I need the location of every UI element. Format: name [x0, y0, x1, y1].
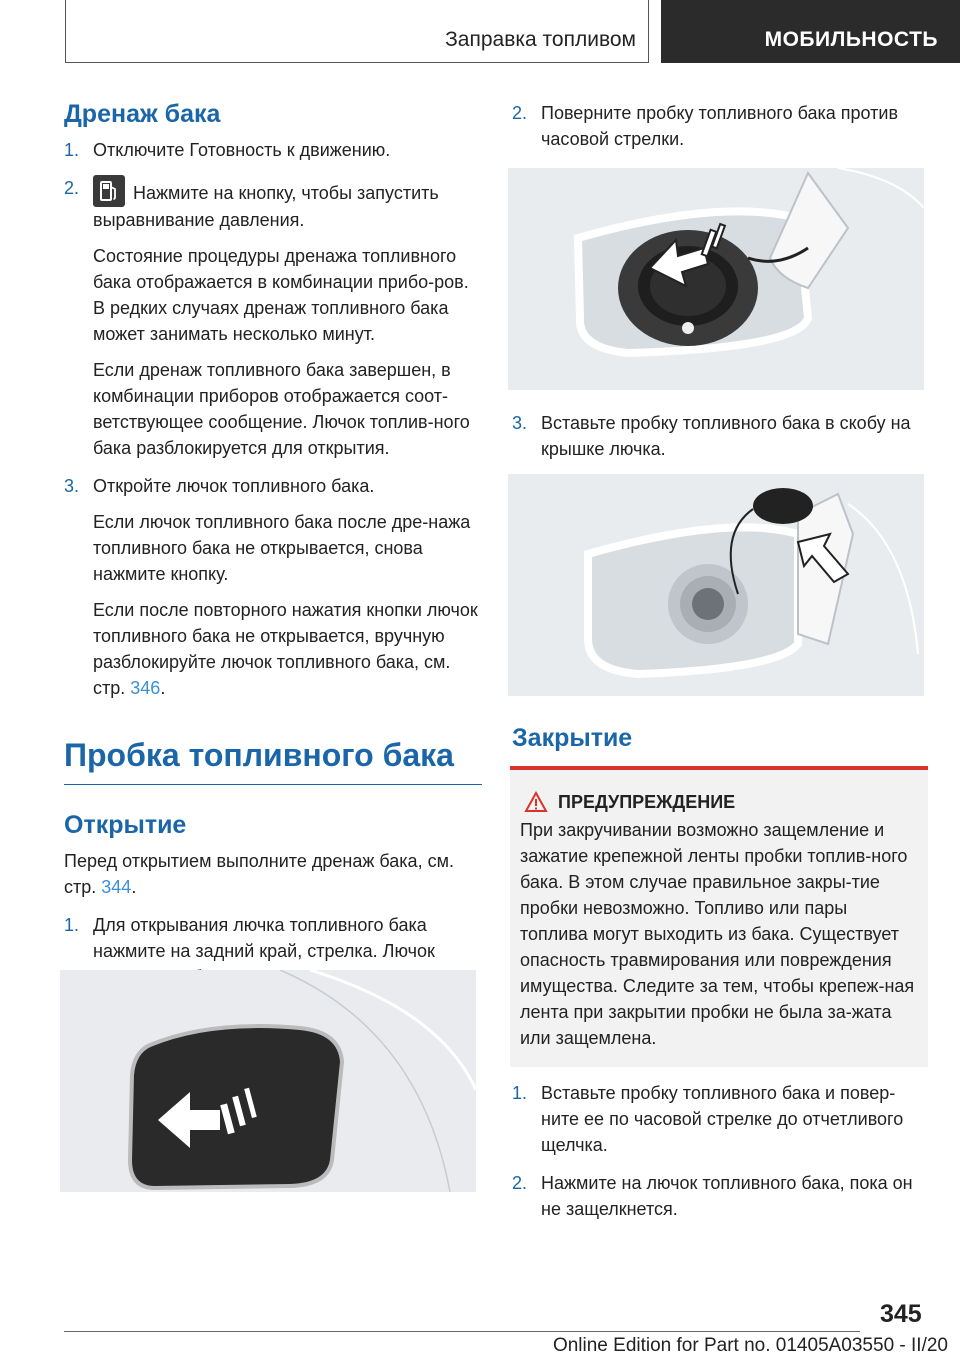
- header-section-box: [65, 0, 649, 63]
- fuel-flap-closed-figure: [60, 970, 476, 1192]
- drain-para-1: Состояние процедуры дренажа топливного бака отображается в комбинации прибо‐ров. В редких случаях дренаж топливного бака может занимать несколько минут.: [93, 246, 469, 344]
- step-text: Вставьте пробку топливного бака и повер‐ните ее по часовой стрелке до отчетливого щелчка.: [541, 1083, 904, 1155]
- header-chapter-title: МОБИЛЬНОСТЬ: [764, 28, 938, 51]
- right-column: [512, 100, 928, 152]
- page-number: 345: [880, 1300, 922, 1328]
- left-column: [64, 100, 482, 990]
- fuel-pump-button-icon: [93, 175, 125, 207]
- cap-section-title: Пробка топливного бака: [64, 737, 482, 785]
- header-section-title: Заправка топливом: [445, 28, 636, 51]
- step-text: Поверните пробку топливного бака против часовой стрелки.: [541, 103, 899, 149]
- drain-para-4: [93, 597, 482, 701]
- drain-para-2: Если дренаж топливного бака завершен, в комбинации приборов отображается соот‐ветствующее сообщение. Лючок топлив‐ного бака разблокируется для открытия.: [93, 360, 470, 458]
- open-step-2: [512, 100, 928, 152]
- drain-step-3: [64, 473, 482, 701]
- close-step-1: [512, 1080, 928, 1158]
- step-number: 1.: [64, 140, 80, 160]
- step-number: 1.: [64, 915, 80, 935]
- step-text: Нажмите на лючок топливного бака, пока он не защелкнется.: [541, 1173, 913, 1219]
- step-text: Отключите Готовность к движению.: [93, 140, 391, 160]
- step-number: 3.: [64, 476, 80, 496]
- step-text: Нажмите на кнопку, чтобы запустить выравнивание давления.: [93, 183, 439, 230]
- drain-para-4-end: .: [160, 678, 166, 698]
- header-chapter-tab: [661, 0, 960, 63]
- drain-step-1: [64, 137, 482, 163]
- close-title: Закрытие: [512, 724, 633, 752]
- open-intro: [64, 848, 482, 900]
- fuel-cap-clip-figure: [508, 474, 924, 696]
- step-number: 2.: [64, 178, 80, 198]
- open-intro-end: .: [131, 877, 137, 897]
- fuel-cap-turn-figure: [508, 168, 924, 390]
- close-step-2: [512, 1170, 928, 1222]
- step-number: 2.: [512, 1173, 528, 1193]
- step-text: Откройте лючок топливного бака.: [93, 476, 375, 496]
- drain-step-2: [64, 175, 482, 461]
- step-number: 1.: [512, 1083, 528, 1103]
- page-link-346[interactable]: 346: [130, 678, 161, 698]
- drain-para-3: Если лючок топливного бака после дре‐нажа топливного бака не открывается, снова нажмите кнопку.: [93, 512, 471, 584]
- drain-para-4-text: Если после повторного нажатия кнопки лючок топливного бака не открывается, вручную разблокируйте лючок топливного бака, см. стр.: [93, 600, 478, 698]
- warning-title: ПРЕДУПРЕЖДЕНИЕ: [558, 792, 736, 812]
- footer-divider: [64, 1331, 860, 1332]
- open-title: Открытие: [64, 811, 187, 839]
- step-text: Вставьте пробку топливного бака в скобу на крышке лючка.: [541, 413, 911, 459]
- page-link-344[interactable]: 344: [101, 877, 132, 897]
- warning-heading: [520, 792, 918, 813]
- open-intro-text: Перед открытием выполните дренаж бака, см. стр.: [64, 851, 454, 897]
- step-text: Для открывания лючка топливного бака нажмите на задний край, стрелка. Лючок: [93, 915, 435, 961]
- footer-edition: Online Edition for Part no. 01405A03550 - II/20: [552, 1335, 948, 1356]
- warning-box: [510, 766, 928, 1067]
- warning-text: При закручивании возможно защемление и зажатие крепежной ленты пробки топлив‐ного бака. В этом случае правильное закры‐тие пробки невозможно. Топливо или пары топлива могут выходить из бака. Существует опасность травмирования или повреждения имущества. Следите за тем, чтобы крепеж‐ная лента при закрытии пробки не была за‐жата или защемлена.: [520, 820, 915, 1048]
- open-step-3: [512, 410, 928, 462]
- step-number: 3.: [512, 413, 528, 433]
- step-number: 2.: [512, 103, 528, 123]
- warning-triangle-icon: [524, 791, 548, 813]
- drain-title: Дренаж бака: [64, 100, 221, 128]
